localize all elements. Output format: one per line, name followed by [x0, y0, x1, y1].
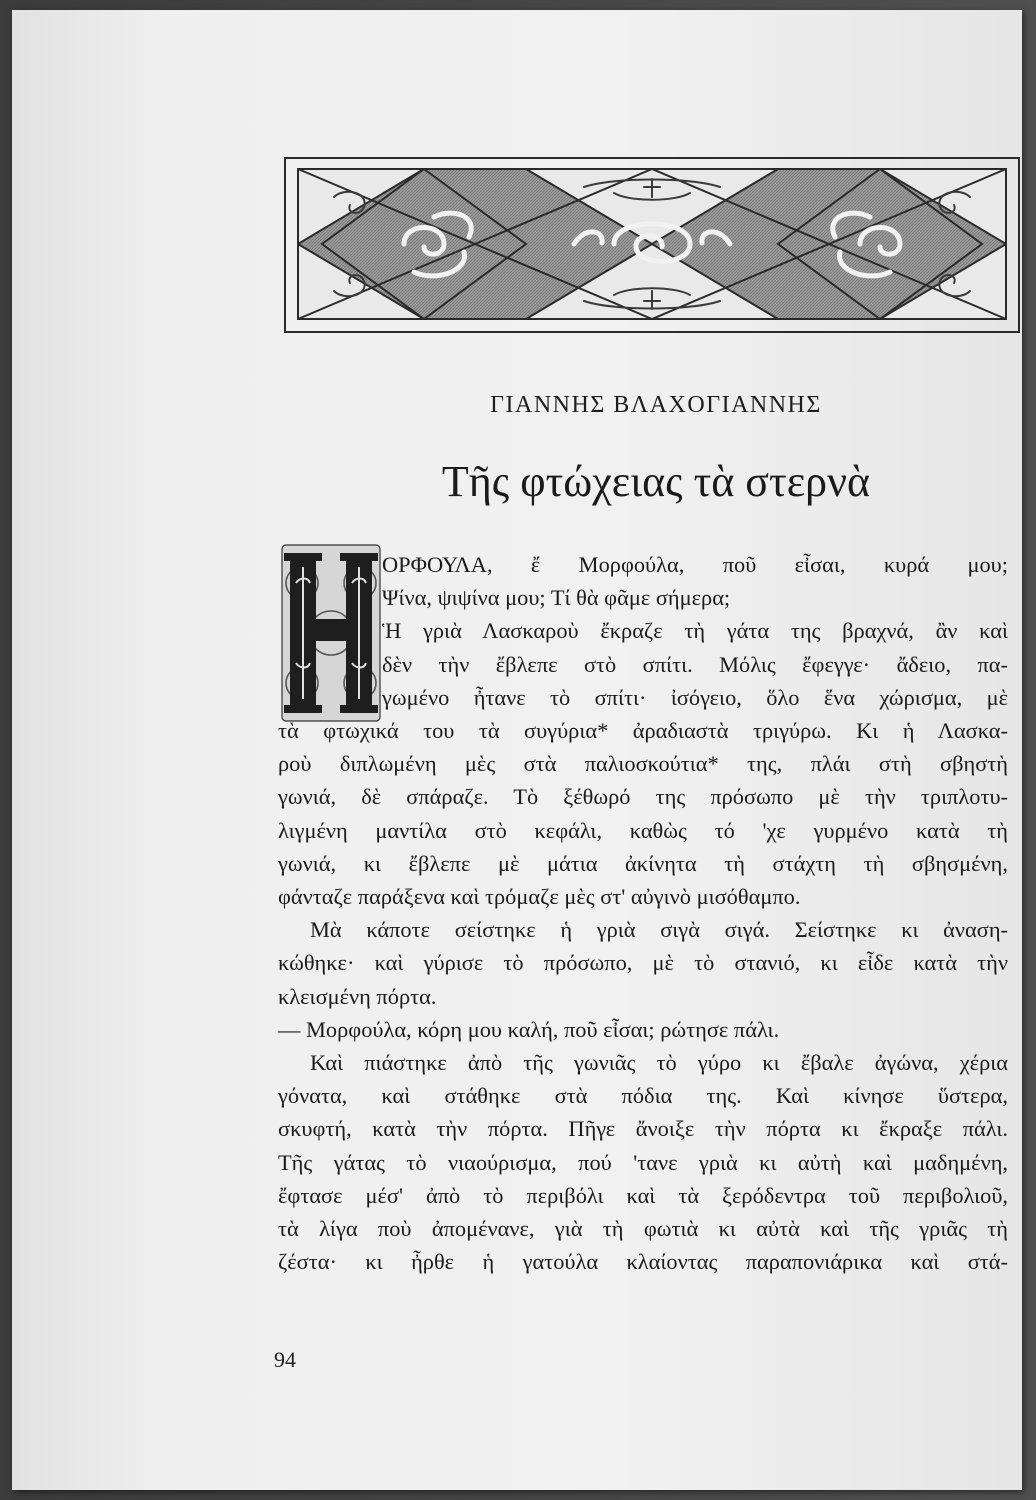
- text-line: λιγμένη μαντίλα στὸ κεφάλι, καθὼς τό 'χε γυρμένο κατὰ τὴ: [278, 817, 1008, 843]
- text-line: κώθηκε· καὶ γύρισε τὸ πρόσωπο, μὲ τὸ στανιό, κι εἶδε κατὰ τὴν: [278, 950, 1008, 976]
- text-line: γωνιά, δὲ σπάραζε. Τὸ ξέθωρό της πρόσωπο μὲ τὴν τριπλοτυ-: [278, 784, 1008, 810]
- text-line: ζέστα· κι ἦρθε ἡ γατούλα κλαίοντας παραπονιάρικα καὶ στά-: [278, 1249, 1008, 1275]
- text-line: σκυφτή, κατὰ τὴν πόρτα. Πῆγε ἄνοιξε τὴν πόρτα κι ἔκραξε πάλι.: [278, 1116, 1008, 1142]
- story-body: [278, 548, 1008, 1278]
- text-line: Ψίνα, ψιψίνα μου; Τί θὰ φᾶμε σήμερα;: [382, 585, 731, 611]
- text-line: Μὰ κάποτε σείστηκε ἡ γριὰ σιγὰ σιγά. Σείστηκε κι ἀναση-: [310, 917, 1008, 943]
- text-line: Ἡ γριὰ Λασκαροὺ ἔκραζε τὴ γάτα της βραχνά, ἂν καὶ: [382, 618, 1008, 644]
- text-line: κλεισμένη πόρτα.: [278, 983, 437, 1009]
- text-line: Τῆς γάτας τὸ νιαούρισμα, πού 'τανε γριὰ κι αὐτὴ καὶ μαδημένη,: [278, 1149, 1008, 1175]
- text-line: γόνατα, καὶ στάθηκε στὰ πόδια της. Καὶ κίνησε ὕστερα,: [278, 1083, 1008, 1109]
- author-name: ΓΙΑΝΝΗΣ ΒΛΑΧΟΓΙΑΝΝΗΣ: [490, 392, 822, 418]
- page-number: 94: [274, 1347, 296, 1372]
- story-title: Τῆς φτώχειας τὰ στερνὰ: [441, 457, 871, 506]
- ornamental-headpiece: [284, 157, 1020, 333]
- text-line: γωνιά, κι ἔβλεπε μὲ μάτια ἀκίνητα τὴ στάχτη τὴ σβησμένη,: [278, 850, 1008, 876]
- text-line: τὰ φτωχικά του τὰ συγύρια* ἀραδιαστὰ τριγύρω. Κι ἡ Λασκα-: [278, 718, 1008, 744]
- text-line: ΟΡΦΟΥΛΑ, ἔ Μορφούλα, ποῦ εἶσαι, κυρά μου;: [382, 552, 1008, 577]
- text-line: ἔφτασε μέσ' ἀπὸ τὸ περιβόλι καὶ τὰ ξερόδεντρα τοῦ περιβολιοῦ,: [278, 1182, 1008, 1208]
- text-line: φάνταζε παράξενα καὶ τρόμαζε μὲς στ' αὐγινὸ μισόθαμπο.: [278, 884, 801, 910]
- text-line: ροὺ διπλωμένη μὲς στὰ παλιοσκούτια* της, πλάι στὴ σβηστὴ: [278, 751, 1008, 777]
- text-line: γωμένο ἦτανε τὸ σπίτι· ἰσόγειο, ὅλο ἕνα χώρισμα, μὲ: [382, 684, 1008, 710]
- text-line: τὰ λίγα ποὺ ἀπομένανε, γιὰ τὴ φωτιὰ κι αὐτὰ καὶ τῆς γριᾶς τὴ: [278, 1216, 1008, 1242]
- text-line: — Μορφούλα, κόρη μου καλή, ποῦ εἶσαι; ρώτησε πάλι.: [278, 1016, 780, 1042]
- text-line: Καὶ πιάστηκε ἀπὸ τῆς γωνιᾶς τὸ γύρο κι ἔβαλε ἀγώνα, χέρια: [310, 1050, 1008, 1076]
- text-line: δὲν τὴν ἔβλεπε στὸ σπίτι. Μόλις ἔφεγγε· ἄδειο, πα-: [382, 651, 1008, 677]
- book-page: [12, 10, 1022, 1490]
